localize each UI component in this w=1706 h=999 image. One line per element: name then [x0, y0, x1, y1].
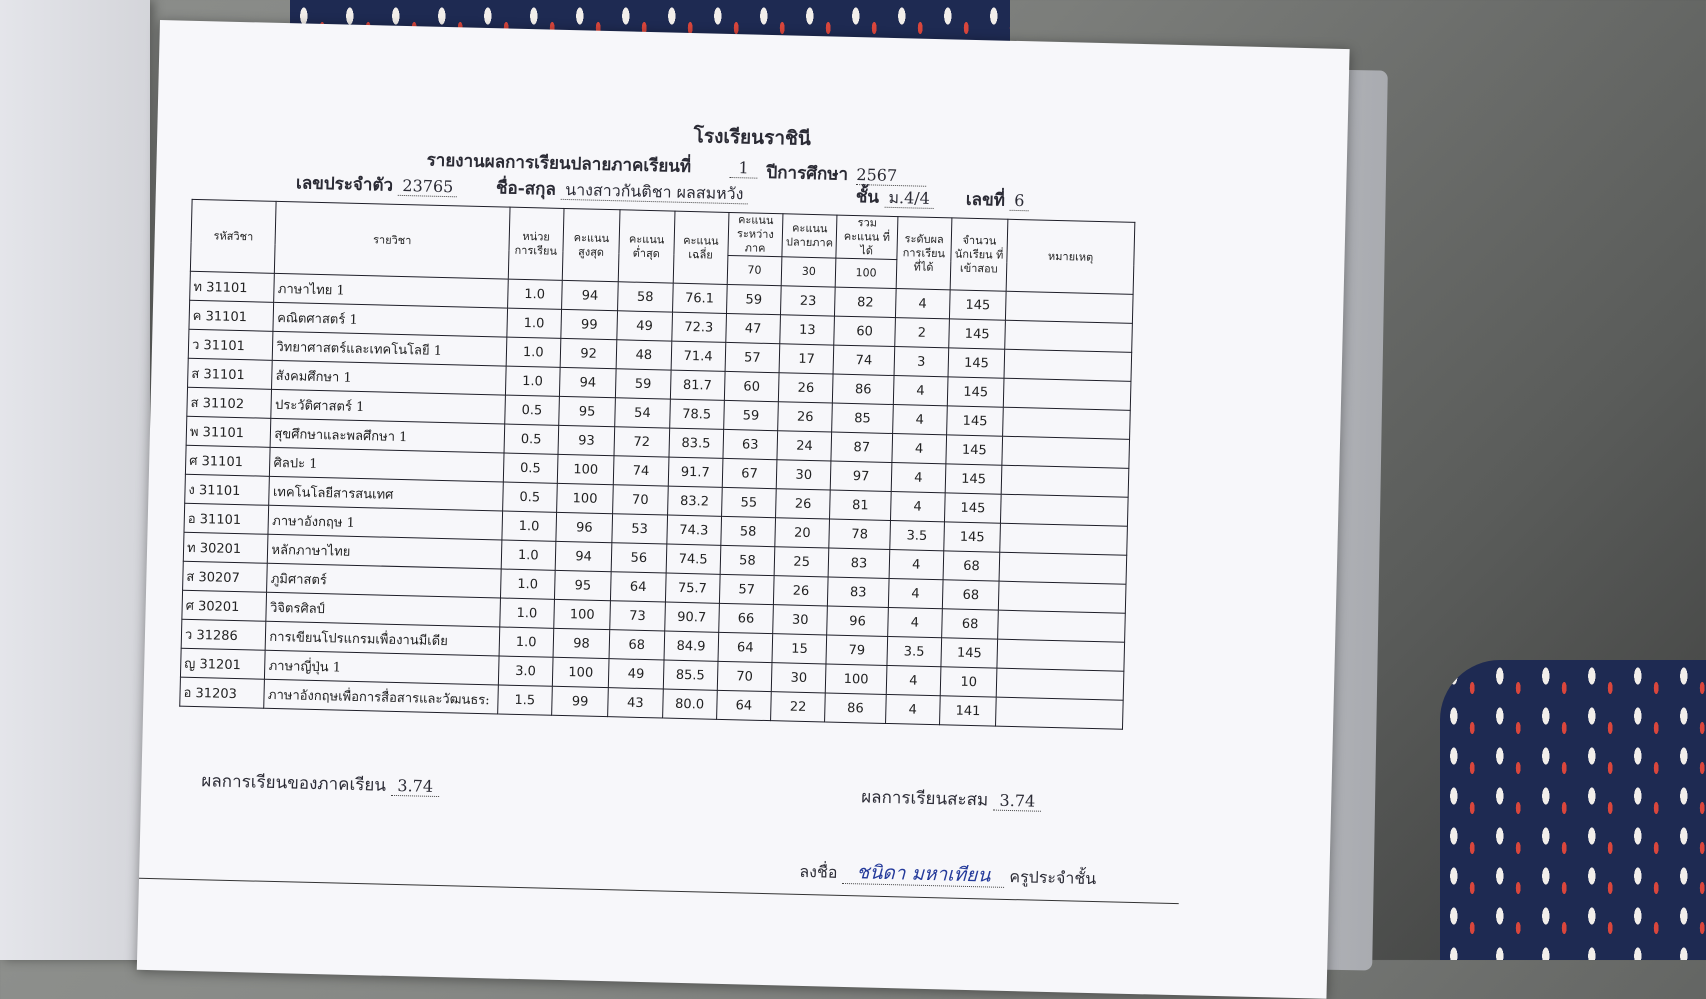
- cell-final: 17: [779, 344, 834, 374]
- cell-subject: ภูมิศาสตร์: [267, 563, 501, 598]
- cell-subject: ประวัติศาสตร์ 1: [271, 389, 505, 424]
- cell-students: 145: [946, 435, 1003, 465]
- cell-final: 26: [773, 576, 828, 606]
- gpax-value: 3.74: [993, 791, 1041, 812]
- number-label: เลขที่: [965, 189, 1006, 211]
- cell-subject: ภาษาอังกฤษเพื่อการสื่อสารและวัฒนธร:: [264, 679, 498, 714]
- cell-grade: 4: [887, 607, 942, 637]
- student-id-label: เลขประจำตัว: [295, 173, 394, 196]
- cell-note: [1005, 320, 1132, 352]
- cell-note: [1001, 465, 1128, 497]
- cell-students: 145: [947, 377, 1004, 407]
- cell-grade: 4: [892, 434, 947, 464]
- cell-max: 94: [555, 541, 612, 571]
- cell-code: อ 31101: [184, 503, 269, 534]
- cell-credit: 1.0: [502, 511, 557, 541]
- cell-note: [1004, 378, 1131, 410]
- cell-max: 94: [559, 367, 616, 397]
- cell-grade: 4: [886, 665, 941, 695]
- cell-max: 100: [557, 454, 614, 484]
- cell-code: ท 31101: [190, 271, 275, 302]
- cell-code: ส 31101: [188, 358, 273, 389]
- cell-total: 78: [829, 519, 890, 549]
- cell-credit: 0.5: [504, 395, 559, 425]
- cell-total: 96: [827, 606, 888, 636]
- cell-total: 79: [826, 635, 887, 665]
- cell-max: 99: [552, 686, 609, 716]
- cell-note: [999, 552, 1126, 584]
- student-id: 23765: [398, 176, 457, 197]
- report-title: รายงานผลการเรียนปลายภาคเรียนที่: [426, 150, 692, 178]
- cell-students: 68: [943, 551, 1000, 581]
- cell-avg: 83.5: [669, 428, 724, 458]
- cell-students: 145: [947, 406, 1004, 436]
- cell-min: 59: [616, 369, 671, 399]
- cell-note: [996, 668, 1123, 700]
- cell-students: 145: [941, 638, 998, 668]
- cell-subject: วิจิตรศิลป์: [266, 592, 500, 627]
- header-total: รวมคะแนน ที่ได้: [836, 215, 897, 259]
- header-students: จำนวน นักเรียน ที่เข้าสอบ: [950, 218, 1008, 291]
- cell-total: 86: [825, 693, 886, 723]
- cell-students: 145: [949, 319, 1006, 349]
- cell-mid: 64: [718, 632, 773, 662]
- cell-code: ญ 31201: [180, 648, 265, 679]
- cell-note: [999, 581, 1126, 613]
- cell-grade: 4: [888, 578, 943, 608]
- cell-mid: 47: [726, 313, 781, 343]
- header-subject: รายวิชา: [275, 201, 510, 279]
- cell-max: 99: [561, 309, 618, 339]
- header-final-full: 30: [781, 257, 836, 287]
- cell-total: 85: [832, 403, 893, 433]
- cell-students: 145: [949, 290, 1006, 320]
- header-credit: หน่วย การเรียน: [508, 207, 564, 280]
- header-max: คะแนน สูงสุด: [562, 208, 620, 281]
- cell-final: 23: [781, 286, 836, 316]
- cell-credit: 1.0: [507, 308, 562, 338]
- cell-avg: 78.5: [669, 399, 724, 429]
- cell-credit: 1.0: [506, 337, 561, 367]
- header-grade: ระดับผล การเรียน ที่ได้: [896, 217, 952, 290]
- cell-min: 73: [610, 601, 665, 631]
- class-value: ม.4/4: [884, 188, 934, 209]
- cell-final: 30: [773, 605, 828, 635]
- header-mid: คะแนน ระหว่างภาค: [728, 212, 783, 256]
- cell-max: 100: [557, 483, 614, 513]
- cell-max: 94: [562, 280, 619, 310]
- cell-max: 92: [560, 338, 617, 368]
- cell-total: 82: [835, 287, 896, 317]
- cell-min: 48: [616, 340, 671, 370]
- cell-code: ว 31286: [181, 619, 266, 650]
- cell-final: 30: [771, 663, 826, 693]
- cell-note: [1006, 291, 1133, 323]
- cell-students: 10: [940, 667, 997, 697]
- cell-total: 87: [831, 432, 892, 462]
- cell-avg: 85.5: [663, 660, 718, 690]
- cell-grade: 2: [894, 318, 949, 348]
- cell-mid: 63: [723, 429, 778, 459]
- cell-subject: วิทยาศาสตร์และเทคโนโลยี 1: [273, 331, 507, 366]
- cell-min: 74: [614, 456, 669, 486]
- header-total-full: 100: [836, 258, 897, 288]
- cell-credit: 0.5: [502, 482, 557, 512]
- cell-final: 22: [771, 692, 826, 722]
- grades-body: [180, 271, 1133, 729]
- cell-total: 86: [833, 374, 894, 404]
- cell-avg: 84.9: [664, 631, 719, 661]
- cell-note: [1002, 436, 1129, 468]
- cell-credit: 1.0: [499, 627, 554, 657]
- fabric-bottom-right: [1440, 660, 1706, 960]
- cell-avg: 80.0: [662, 689, 717, 719]
- header-min: คะแนน ต่ำสุด: [618, 210, 674, 283]
- cell-final: 26: [778, 402, 833, 432]
- cell-mid: 60: [724, 371, 779, 401]
- cell-min: 56: [611, 543, 666, 573]
- cell-avg: 90.7: [664, 602, 719, 632]
- teacher-signature: ชนิดา มหาเทียน: [842, 861, 1004, 888]
- cell-mid: 57: [725, 342, 780, 372]
- cell-mid: 58: [720, 545, 775, 575]
- report-sheet: [137, 20, 1350, 999]
- cell-min: 49: [609, 659, 664, 689]
- cell-min: 54: [615, 398, 670, 428]
- left-page: [0, 0, 150, 960]
- number-value: 6: [1010, 191, 1029, 211]
- year-value: 2567: [856, 165, 926, 187]
- cell-max: 95: [559, 396, 616, 426]
- cell-credit: 1.0: [501, 540, 556, 570]
- cell-mid: 66: [719, 603, 774, 633]
- student-name: นางสาวกันติชา ผลสมหวัง: [561, 180, 748, 205]
- cell-total: 100: [826, 664, 887, 694]
- cell-note: [1004, 349, 1131, 381]
- cell-grade: 4: [890, 491, 945, 521]
- cell-max: 100: [554, 599, 611, 629]
- cell-total: 97: [831, 461, 892, 491]
- cell-credit: 1.0: [505, 366, 560, 396]
- cell-avg: 76.1: [672, 283, 727, 313]
- cell-note: [998, 610, 1125, 642]
- cell-final: 24: [777, 431, 832, 461]
- cell-final: 20: [775, 518, 830, 548]
- cell-subject: ภาษาญี่ปุ่น 1: [265, 650, 499, 685]
- number-block: [966, 186, 1029, 215]
- cell-note: [1003, 407, 1130, 439]
- year-label: ปีการศึกษา: [766, 162, 849, 185]
- cell-grade: 4: [891, 463, 946, 493]
- cell-credit: 0.5: [503, 453, 558, 483]
- cell-max: 96: [556, 512, 613, 542]
- cell-credit: 1.0: [500, 569, 555, 599]
- cell-code: อ 31203: [180, 677, 265, 708]
- cell-max: 98: [553, 628, 610, 658]
- cell-subject: ศิลปะ 1: [270, 447, 504, 482]
- student-id-block: [296, 169, 458, 200]
- cell-min: 58: [618, 282, 673, 312]
- cell-subject: เทคโนโลยีสารสนเทศ: [269, 476, 503, 511]
- cell-mid: 64: [716, 690, 771, 720]
- cell-min: 64: [611, 572, 666, 602]
- cell-grade: 4: [895, 289, 950, 319]
- cell-min: 70: [613, 485, 668, 515]
- header-code: รหัสวิชา: [190, 199, 276, 273]
- sign-label: ลงชื่อ: [799, 861, 838, 882]
- cell-credit: 0.5: [504, 424, 559, 454]
- cell-mid: 59: [723, 400, 778, 430]
- class-label: ชั้น: [855, 187, 880, 208]
- cell-code: พ 31101: [186, 416, 271, 447]
- cell-final: 15: [772, 634, 827, 664]
- student-name-block: [496, 174, 748, 207]
- gpa-value: 3.74: [391, 776, 439, 797]
- cell-code: ศ 31101: [185, 445, 270, 476]
- cell-students: 68: [942, 580, 999, 610]
- gpa-block: [201, 767, 439, 800]
- class-block: [856, 183, 935, 212]
- cell-students: 145: [944, 522, 1001, 552]
- cell-grade: 3.5: [889, 520, 944, 550]
- cell-final: 26: [776, 489, 831, 519]
- cell-max: 93: [558, 425, 615, 455]
- cell-code: ว 31101: [188, 329, 273, 360]
- cell-total: 83: [828, 548, 889, 578]
- cell-mid: 67: [722, 458, 777, 488]
- cell-mid: 59: [726, 284, 781, 314]
- cell-note: [1000, 523, 1127, 555]
- cell-code: ส 30207: [183, 561, 268, 592]
- cell-grade: 4: [885, 694, 940, 724]
- header-note: หมายเหตุ: [1006, 219, 1134, 294]
- cell-avg: 72.3: [671, 312, 726, 342]
- cell-subject: สุขศึกษาและพลศึกษา 1: [271, 418, 505, 453]
- header-final: คะแนน ปลายภาค: [782, 214, 837, 258]
- semester-value: 1: [729, 158, 757, 179]
- cell-code: ง 31101: [185, 474, 270, 505]
- cell-code: ส 31102: [187, 387, 272, 418]
- cell-students: 145: [945, 464, 1002, 494]
- cell-total: 74: [833, 345, 894, 375]
- cell-avg: 91.7: [668, 457, 723, 487]
- grades-table: [179, 199, 1135, 730]
- cell-final: 13: [780, 315, 835, 345]
- cell-min: 53: [612, 514, 667, 544]
- header-avg: คะแนน เฉลี่ย: [673, 211, 729, 284]
- cell-avg: 81.7: [670, 370, 725, 400]
- cell-subject: การเขียนโปรแกรมเพื่องานมีเดีย: [266, 621, 500, 656]
- cell-code: ค 31101: [189, 300, 274, 331]
- cell-min: 43: [608, 688, 663, 718]
- cell-students: 68: [942, 609, 999, 639]
- cell-max: 95: [554, 570, 611, 600]
- cell-mid: 55: [721, 487, 776, 517]
- cell-credit: 1.5: [497, 685, 552, 715]
- cell-avg: 74.3: [666, 515, 721, 545]
- signature-block: [799, 856, 1097, 893]
- teacher-role: ครูประจำชั้น: [1009, 867, 1097, 889]
- cell-avg: 83.2: [667, 486, 722, 516]
- cell-max: 100: [552, 657, 609, 687]
- cell-subject: หลักภาษาไทย: [268, 534, 502, 569]
- cell-avg: 71.4: [671, 341, 726, 371]
- cell-credit: 3.0: [498, 656, 553, 686]
- cell-students: 145: [944, 493, 1001, 523]
- header-mid-full: 70: [727, 255, 782, 285]
- cell-note: [997, 639, 1124, 671]
- cell-subject: คณิตศาสตร์ 1: [273, 302, 507, 337]
- cell-subject: ภาษาไทย 1: [274, 273, 508, 308]
- cell-students: 145: [948, 348, 1005, 378]
- cell-final: 26: [778, 373, 833, 403]
- cell-grade: 4: [889, 549, 944, 579]
- cell-mid: 70: [717, 661, 772, 691]
- cell-note: [1001, 494, 1128, 526]
- cell-credit: 1.0: [507, 279, 562, 309]
- cell-students: 141: [939, 696, 996, 726]
- cell-grade: 3.5: [887, 636, 942, 666]
- cell-credit: 1.0: [499, 598, 554, 628]
- cell-avg: 75.7: [665, 573, 720, 603]
- cell-total: 81: [830, 490, 891, 520]
- cell-min: 72: [614, 427, 669, 457]
- cell-note: [996, 697, 1123, 729]
- gpa-label: ผลการเรียนของภาคเรียน: [201, 771, 387, 796]
- cell-final: 25: [774, 547, 829, 577]
- cell-code: ศ 30201: [182, 590, 267, 621]
- cell-grade: 3: [894, 347, 949, 377]
- cell-subject: สังคมศึกษา 1: [272, 360, 506, 395]
- gpax-block: [861, 783, 1042, 814]
- cell-total: 60: [834, 316, 895, 346]
- gpax-label: ผลการเรียนสะสม: [860, 787, 989, 811]
- cell-mid: 57: [719, 574, 774, 604]
- student-name-label: ชื่อ-สกุล: [495, 178, 557, 200]
- cell-mid: 58: [721, 516, 776, 546]
- cell-grade: 4: [893, 376, 948, 406]
- cell-avg: 74.5: [666, 544, 721, 574]
- cell-code: ท 30201: [183, 532, 268, 563]
- cell-min: 68: [609, 630, 664, 660]
- cell-subject: ภาษาอังกฤษ 1: [268, 505, 502, 540]
- cell-min: 49: [617, 311, 672, 341]
- cell-grade: 4: [892, 405, 947, 435]
- cell-total: 83: [828, 577, 889, 607]
- school-name: โรงเรียนราชินี: [693, 125, 812, 150]
- cell-final: 30: [776, 460, 831, 490]
